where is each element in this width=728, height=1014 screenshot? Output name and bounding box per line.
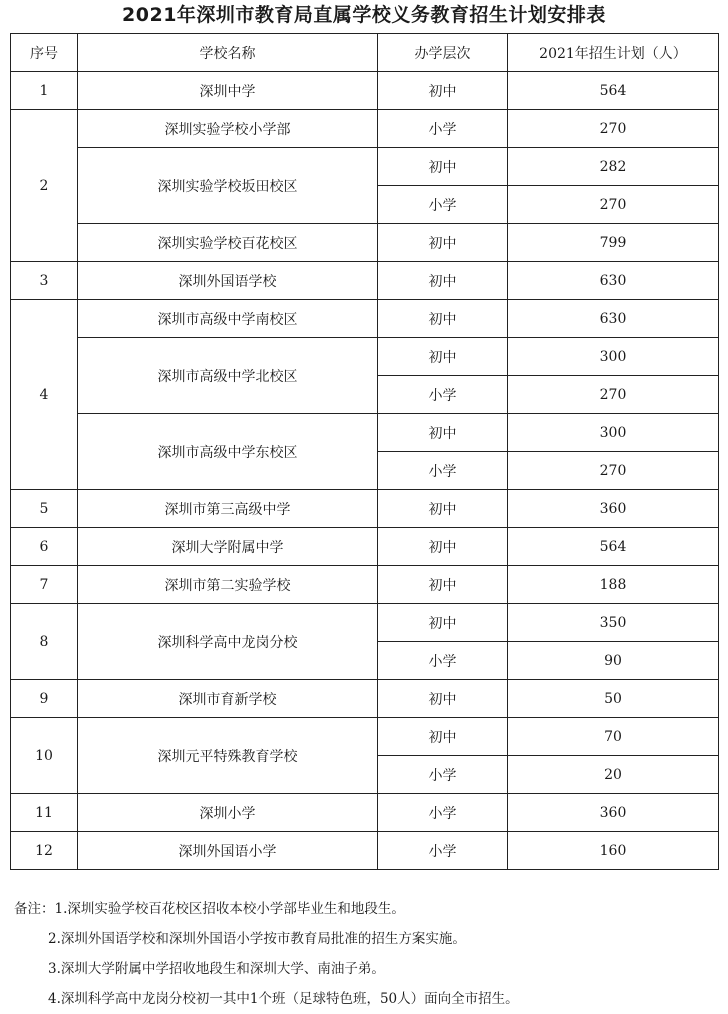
level-cell: 初中 (378, 148, 508, 186)
seq-cell: 2 (11, 110, 78, 262)
notes-prefix: 备注： (14, 901, 55, 917)
plan-cell: 360 (508, 794, 719, 832)
school-name-cell: 深圳实验学校小学部 (78, 110, 378, 148)
school-name-cell: 深圳外国语学校 (78, 262, 378, 300)
level-cell: 初中 (378, 566, 508, 604)
plan-cell: 270 (508, 110, 719, 148)
table-row (11, 72, 719, 110)
table-row (11, 490, 719, 528)
table-header-row (11, 34, 719, 72)
seq-cell: 11 (11, 794, 78, 832)
note-item: 4.深圳科学高中龙岗分校初一其中1个班（足球特色班，50人）面向全市招生。 (48, 991, 519, 1007)
table-row (11, 718, 719, 756)
level-cell: 小学 (378, 452, 508, 490)
header-plan: 2021年招生计划（人） (508, 34, 719, 72)
note-line (14, 894, 714, 924)
table-row (11, 680, 719, 718)
table-row (11, 300, 719, 338)
plan-cell: 360 (508, 490, 719, 528)
level-cell: 初中 (378, 72, 508, 110)
level-cell: 初中 (378, 338, 508, 376)
seq-cell: 1 (11, 72, 78, 110)
table-row (11, 224, 719, 262)
level-cell: 小学 (378, 794, 508, 832)
school-name-cell: 深圳市高级中学北校区 (78, 338, 378, 414)
document-title: 2021年深圳市教育局直属学校义务教育招生计划安排表 (122, 4, 606, 26)
note-item: 1.深圳实验学校百花校区招收本校小学部毕业生和地段生。 (54, 901, 405, 917)
plan-cell: 300 (508, 414, 719, 452)
plan-cell: 630 (508, 262, 719, 300)
level-cell: 初中 (378, 680, 508, 718)
plan-cell: 70 (508, 718, 719, 756)
plan-cell: 270 (508, 376, 719, 414)
level-cell: 初中 (378, 262, 508, 300)
school-name-cell: 深圳实验学校百花校区 (78, 224, 378, 262)
level-cell: 初中 (378, 718, 508, 756)
school-name-cell: 深圳科学高中龙岗分校 (78, 604, 378, 680)
seq-cell: 3 (11, 262, 78, 300)
seq-cell: 12 (11, 832, 78, 870)
plan-cell: 350 (508, 604, 719, 642)
school-name-cell: 深圳中学 (78, 72, 378, 110)
school-name-cell: 深圳市第三高级中学 (78, 490, 378, 528)
table-row (11, 566, 719, 604)
table-row (11, 338, 719, 376)
table-row (11, 262, 719, 300)
table-row (11, 414, 719, 452)
school-name-cell: 深圳市高级中学东校区 (78, 414, 378, 490)
level-cell: 小学 (378, 756, 508, 794)
table-body (11, 72, 719, 870)
plan-cell: 160 (508, 832, 719, 870)
plan-cell: 270 (508, 452, 719, 490)
level-cell: 小学 (378, 376, 508, 414)
level-cell: 初中 (378, 414, 508, 452)
seq-cell: 6 (11, 528, 78, 566)
note-item: 2.深圳外国语学校和深圳外国语小学按市教育局批准的招生方案实施。 (48, 931, 466, 947)
plan-cell: 188 (508, 566, 719, 604)
seq-cell: 10 (11, 718, 78, 794)
seq-cell: 7 (11, 566, 78, 604)
level-cell: 小学 (378, 832, 508, 870)
level-cell: 小学 (378, 642, 508, 680)
table-row (11, 110, 719, 148)
plan-cell: 564 (508, 72, 719, 110)
school-name-cell: 深圳小学 (78, 794, 378, 832)
header-school-name: 学校名称 (78, 34, 378, 72)
level-cell: 小学 (378, 186, 508, 224)
table-row (11, 528, 719, 566)
plan-cell: 630 (508, 300, 719, 338)
notes-section (14, 894, 714, 1014)
school-name-cell: 深圳外国语小学 (78, 832, 378, 870)
plan-cell: 20 (508, 756, 719, 794)
seq-cell: 9 (11, 680, 78, 718)
school-name-cell: 深圳市第二实验学校 (78, 566, 378, 604)
school-name-cell: 深圳市高级中学南校区 (78, 300, 378, 338)
seq-cell: 5 (11, 490, 78, 528)
level-cell: 初中 (378, 490, 508, 528)
school-name-cell: 深圳市育新学校 (78, 680, 378, 718)
header-seq: 序号 (11, 34, 78, 72)
table-row (11, 148, 719, 186)
level-cell: 初中 (378, 224, 508, 262)
table-row (11, 604, 719, 642)
school-name-cell: 深圳实验学校坂田校区 (78, 148, 378, 224)
plan-cell: 90 (508, 642, 719, 680)
seq-cell: 4 (11, 300, 78, 490)
level-cell: 初中 (378, 528, 508, 566)
level-cell: 初中 (378, 300, 508, 338)
note-item: 3.深圳大学附属中学招收地段生和深圳大学、南油子弟。 (48, 961, 385, 977)
header-level: 办学层次 (378, 34, 508, 72)
enrollment-plan-table (10, 33, 719, 870)
school-name-cell: 深圳大学附属中学 (78, 528, 378, 566)
plan-cell: 282 (508, 148, 719, 186)
level-cell: 小学 (378, 110, 508, 148)
seq-cell: 8 (11, 604, 78, 680)
table-row (11, 794, 719, 832)
level-cell: 初中 (378, 604, 508, 642)
plan-cell: 564 (508, 528, 719, 566)
plan-cell: 50 (508, 680, 719, 718)
plan-cell: 300 (508, 338, 719, 376)
plan-cell: 270 (508, 186, 719, 224)
table-row (11, 832, 719, 870)
school-name-cell: 深圳元平特殊教育学校 (78, 718, 378, 794)
plan-cell: 799 (508, 224, 719, 262)
